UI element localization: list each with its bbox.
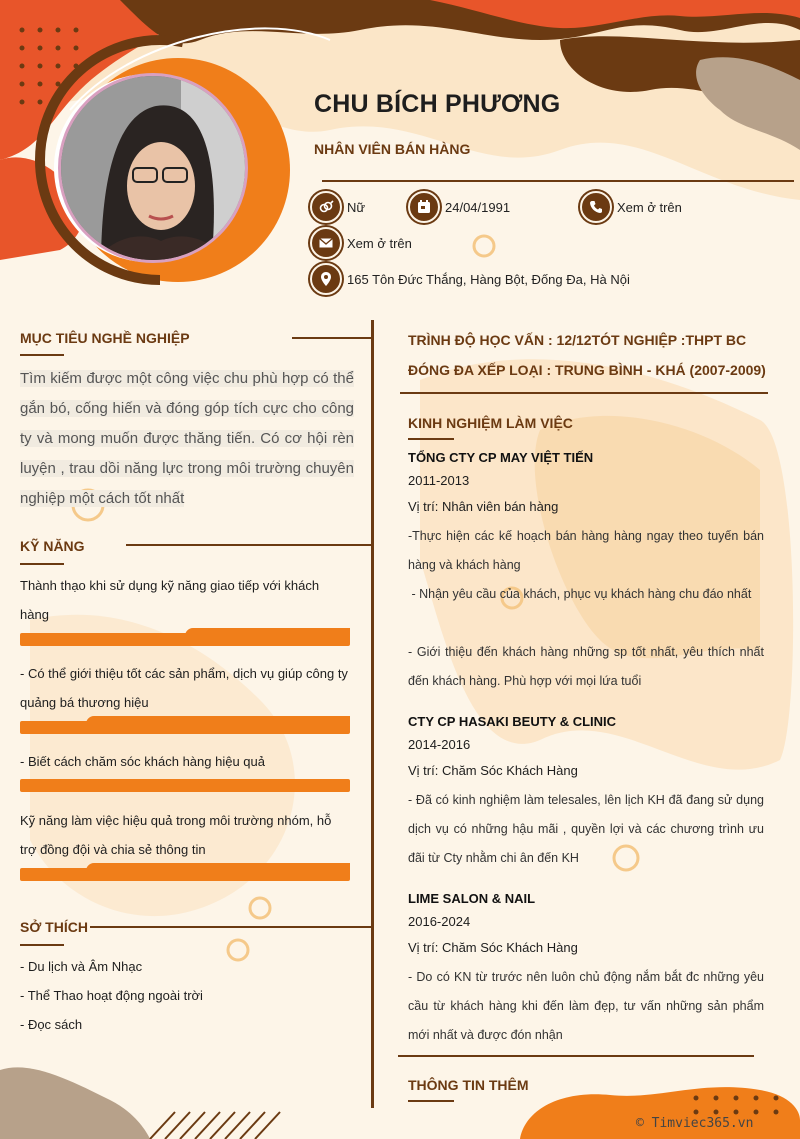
gender-value: Nữ [347,199,366,215]
gender-icon [310,191,342,223]
skill-4-bar [20,868,350,881]
hobby-3: - Đọc sách [20,1017,83,1032]
skill-1-text: Thành thạo khi sử dụng kỹ năng giao tiếp với khách hàng [20,578,320,622]
objective-connector [292,337,372,339]
skill-3-bar [20,779,350,792]
job-1-desc-1: -Thực hiện các kế hoạch bán hàng hàng ngay theo tuyến bán hàng và khách hàng [408,529,764,572]
education-divider [400,392,768,394]
watermark: © Timviec365.vn [636,1116,754,1131]
job-1-period: 2011-2013 [408,473,470,488]
contact-address [310,263,630,295]
job-1-desc-2: - Nhận yêu cầu của khách, phục vụ khách hàng chu đáo nhất [408,587,752,601]
location-pin-icon [310,263,342,295]
job-2-desc-1: - Đã có kinh nghiệm làm telesales, lên lịch KH đã đang sử dụng dịch vụ có những hậu mãi , quyền lợi và các chương trình ưu đãi từ Cty nhằm chi ân đến KH [408,793,764,865]
phone-icon [580,191,612,223]
education-line-1: TRÌNH ĐỘ HỌC VẤN : 12/12TÓT NGHIỆP :THPT BC [408,332,747,348]
skill-1-bar [20,633,350,646]
experience-divider [398,1055,754,1057]
column-divider [371,320,374,1108]
extra-info-heading: THÔNG TIN THÊM [408,1077,529,1093]
hobbies-heading: SỞ THÍCH [20,919,88,935]
job-3-desc-1: - Do có KN từ trước nên luôn chủ động nắm bắt đc những yêu cầu từ khách hàng khi đến làm đẹp, tư vấn những sản phẩm mới nhất và được đón nhận [408,970,764,1042]
experience-underline [408,438,454,440]
objective-text-body: Tìm kiếm được một công việc chu phù hợp có thể gắn bó, cống hiến và đóng góp tích cực cho công ty và mong muốn được thăng tiến. Có cơ hội rèn luyện , trau dồi năng lực trong môi trường chuyên nghiệp một cách tốt nhất [20,370,354,507]
skill-2-bar [20,721,350,734]
phone-value: Xem ở trên [617,199,682,215]
skill-4-text: Kỹ năng làm việc hiệu quả trong môi trường nhóm, hỗ trợ đồng đội và chia sẻ thông tin [20,813,332,857]
birthday-value: 24/04/1991 [445,199,511,215]
hobby-2: - Thể Thao hoạt động ngoài trời [20,988,203,1003]
skills-underline [20,563,64,565]
avatar [58,73,248,263]
hobbies-connector [90,926,372,928]
job-3-position: Vị trí: Chăm Sóc Khách Hàng [408,940,578,955]
header-divider [322,180,794,182]
email-icon [310,227,342,259]
contact-birthday [408,191,510,223]
job-3-company: LIME SALON & NAIL [408,891,536,906]
skills-connector [126,544,372,546]
job-2-period: 2014-2016 [408,737,471,752]
contact-email [310,227,412,259]
hobbies-underline [20,944,64,946]
calendar-icon [408,191,440,223]
job-1-desc-3: - Giới thiệu đến khách hàng những sp tốt nhất, yêu thích nhất đến khách hàng. Phù hợp với mọi lứa tuổi [408,645,764,688]
address-value: 165 Tôn Đức Thắng, Hàng Bột, Đống Đa, Hà Nội [347,271,630,287]
contact-gender [310,191,365,223]
job-1-company: TỔNG CTY CP MAY VIỆT TIẾN [408,450,594,465]
skills-heading: KỸ NĂNG [20,538,85,554]
candidate-name: CHU BÍCH PHƯƠNG [314,90,561,118]
objective-underline [20,354,64,356]
extra-info-underline [408,1100,454,1102]
education-line-2: ĐÓNG ĐA XẾP LOẠI : TRUNG BÌNH - KHÁ (2007-2009) [408,362,766,378]
job-2-position: Vị trí: Chăm Sóc Khách Hàng [408,763,578,778]
skill-3-text: - Biết cách chăm sóc khách hàng hiệu quả [20,754,265,769]
objective-heading: MỤC TIÊU NGHỀ NGHIỆP [20,330,190,346]
hobby-1: - Du lịch và Âm Nhạc [20,959,143,974]
skill-2-text: - Có thể giới thiệu tốt các sản phẩm, dịch vụ giúp công ty quảng bá thương hiệu [20,666,348,710]
job-2-company: CTY CP HASAKI BEUTY & CLINIC [408,714,617,729]
job-title: NHÂN VIÊN BÁN HÀNG [314,141,471,157]
objective-text [20,364,354,514]
email-value: Xem ở trên [347,235,412,251]
contact-phone [580,191,682,223]
experience-heading: KINH NGHIỆM LÀM VIỆC [408,415,573,431]
job-3-period: 2016-2024 [408,914,471,929]
job-1-position: Vị trí: Nhân viên bán hàng [408,499,559,514]
